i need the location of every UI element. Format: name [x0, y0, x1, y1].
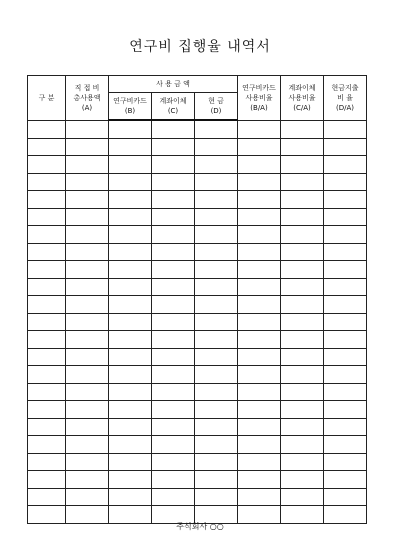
table-cell[interactable]	[238, 471, 281, 489]
table-row	[28, 278, 367, 296]
table-cell[interactable]	[238, 436, 281, 454]
table-cell[interactable]	[324, 173, 367, 191]
table-row	[28, 348, 367, 366]
table-cell[interactable]	[238, 401, 281, 419]
table-cell[interactable]	[281, 296, 324, 314]
table-row	[28, 173, 367, 191]
table-cell[interactable]	[238, 488, 281, 506]
table-cell[interactable]	[152, 156, 195, 174]
table-row	[28, 138, 367, 156]
table-cell[interactable]	[66, 261, 109, 279]
table-cell[interactable]	[195, 173, 238, 191]
table-cell[interactable]	[152, 261, 195, 279]
table-cell[interactable]	[281, 261, 324, 279]
table-cell[interactable]	[324, 313, 367, 331]
table-cell[interactable]	[324, 191, 367, 209]
table-cell[interactable]	[109, 278, 152, 296]
table-cell[interactable]	[66, 418, 109, 436]
table-cell[interactable]	[195, 120, 238, 138]
table-cell[interactable]	[66, 173, 109, 191]
document-title: 연구비 집행율 내역서	[129, 39, 271, 55]
table-cell[interactable]	[66, 348, 109, 366]
table-cell[interactable]	[281, 191, 324, 209]
table-cell[interactable]	[238, 156, 281, 174]
table-cell[interactable]	[28, 296, 66, 314]
table-cell[interactable]	[324, 366, 367, 384]
table-cell[interactable]	[195, 348, 238, 366]
table-cell[interactable]	[324, 226, 367, 244]
table-cell[interactable]	[109, 436, 152, 454]
table-cell[interactable]	[195, 138, 238, 156]
table-cell[interactable]	[238, 226, 281, 244]
table-cell[interactable]	[152, 138, 195, 156]
table-cell[interactable]	[109, 418, 152, 436]
table-cell[interactable]	[66, 488, 109, 506]
table-cell[interactable]	[152, 296, 195, 314]
header-cash-ratio: 현금지출 비 율 (D/A)	[324, 76, 367, 121]
table-cell[interactable]	[109, 296, 152, 314]
table-row	[28, 331, 367, 349]
table-row	[28, 313, 367, 331]
table-cell[interactable]	[28, 191, 66, 209]
table-cell[interactable]	[238, 120, 281, 138]
table-cell[interactable]	[28, 418, 66, 436]
table-cell[interactable]	[195, 488, 238, 506]
table-cell[interactable]	[238, 331, 281, 349]
table-row	[28, 243, 367, 261]
table-cell[interactable]	[195, 261, 238, 279]
table-cell[interactable]	[152, 436, 195, 454]
table-cell[interactable]	[66, 401, 109, 419]
table-cell[interactable]	[152, 331, 195, 349]
table-cell[interactable]	[281, 488, 324, 506]
table-cell[interactable]	[324, 278, 367, 296]
table-cell[interactable]	[152, 120, 195, 138]
table-row	[28, 226, 367, 244]
table-cell[interactable]	[238, 191, 281, 209]
table-cell[interactable]	[324, 488, 367, 506]
table-cell[interactable]	[324, 348, 367, 366]
table-row	[28, 471, 367, 489]
table-cell[interactable]	[195, 401, 238, 419]
table-cell[interactable]	[66, 296, 109, 314]
table-cell[interactable]	[152, 191, 195, 209]
table-cell[interactable]	[324, 208, 367, 226]
table-cell[interactable]	[238, 366, 281, 384]
company-footer: 주식회사 ○○	[176, 522, 224, 531]
table-cell[interactable]	[28, 471, 66, 489]
table-cell[interactable]	[281, 383, 324, 401]
table-cell[interactable]	[195, 383, 238, 401]
table-cell[interactable]	[324, 261, 367, 279]
table-cell[interactable]	[324, 401, 367, 419]
table-cell[interactable]	[28, 313, 66, 331]
table-row	[28, 296, 367, 314]
table-cell[interactable]	[195, 278, 238, 296]
table-cell[interactable]	[281, 471, 324, 489]
table-cell[interactable]	[109, 366, 152, 384]
table-row	[28, 120, 367, 138]
table-row	[28, 366, 367, 384]
table-cell[interactable]	[324, 243, 367, 261]
table-cell[interactable]	[152, 243, 195, 261]
table-cell[interactable]	[109, 191, 152, 209]
table-cell[interactable]	[324, 156, 367, 174]
table-cell[interactable]	[152, 313, 195, 331]
table-cell[interactable]	[109, 348, 152, 366]
table-cell[interactable]	[238, 278, 281, 296]
table-row	[28, 401, 367, 419]
table-cell[interactable]	[28, 243, 66, 261]
header-direct-cost-total: 직 접 비 총사용액 (A)	[66, 76, 109, 121]
table-cell[interactable]	[66, 366, 109, 384]
table-cell[interactable]	[324, 331, 367, 349]
table-cell[interactable]	[324, 436, 367, 454]
table-cell[interactable]	[152, 348, 195, 366]
table-cell[interactable]	[152, 278, 195, 296]
table-cell[interactable]	[195, 208, 238, 226]
table-cell[interactable]	[152, 208, 195, 226]
table-cell[interactable]	[109, 383, 152, 401]
header-card-ratio: 연구비카드 사용비율 (B/A)	[238, 76, 281, 121]
table-cell[interactable]	[324, 120, 367, 138]
table-cell[interactable]	[66, 313, 109, 331]
table-cell[interactable]	[28, 278, 66, 296]
table-row	[28, 191, 367, 209]
table-cell[interactable]	[238, 243, 281, 261]
table-cell[interactable]	[195, 243, 238, 261]
table-cell[interactable]	[195, 418, 238, 436]
table-cell[interactable]	[152, 401, 195, 419]
table-cell[interactable]	[195, 436, 238, 454]
table-cell[interactable]	[109, 261, 152, 279]
table-cell[interactable]	[109, 173, 152, 191]
table-cell[interactable]	[195, 226, 238, 244]
table-cell[interactable]	[324, 138, 367, 156]
table-cell[interactable]	[324, 296, 367, 314]
table-cell[interactable]	[109, 243, 152, 261]
header-category: 구 분	[28, 76, 66, 121]
header-account-transfer: 계좌이체 (C)	[152, 93, 195, 121]
expense-ratio-table	[27, 75, 367, 524]
table-cell[interactable]	[152, 488, 195, 506]
table-cell[interactable]	[238, 296, 281, 314]
table-cell[interactable]	[66, 208, 109, 226]
table-cell[interactable]	[324, 383, 367, 401]
table-cell[interactable]	[66, 191, 109, 209]
table-cell[interactable]	[238, 208, 281, 226]
table-cell[interactable]	[281, 331, 324, 349]
table-cell[interactable]	[28, 453, 66, 471]
table-cell[interactable]	[281, 418, 324, 436]
table-cell[interactable]	[238, 261, 281, 279]
table-row	[28, 418, 367, 436]
table-cell[interactable]	[281, 278, 324, 296]
header-usage-amount: 사 용 금 액	[109, 76, 238, 93]
table-cell[interactable]	[195, 331, 238, 349]
table-cell[interactable]	[152, 366, 195, 384]
table-cell[interactable]	[324, 453, 367, 471]
table-cell[interactable]	[28, 401, 66, 419]
table-row	[28, 261, 367, 279]
table-cell[interactable]	[66, 226, 109, 244]
table-row	[28, 436, 367, 454]
table-cell[interactable]	[28, 488, 66, 506]
table-cell[interactable]	[281, 348, 324, 366]
table-cell[interactable]	[238, 418, 281, 436]
table-cell[interactable]	[66, 138, 109, 156]
table-cell[interactable]	[109, 208, 152, 226]
table-cell[interactable]	[28, 173, 66, 191]
table-body	[28, 120, 367, 523]
table-cell[interactable]	[281, 313, 324, 331]
table-row	[28, 453, 367, 471]
table-cell[interactable]	[28, 138, 66, 156]
table-cell[interactable]	[238, 348, 281, 366]
table-cell[interactable]	[28, 366, 66, 384]
table-cell[interactable]	[281, 366, 324, 384]
table-row	[28, 208, 367, 226]
table-cell[interactable]	[195, 366, 238, 384]
table-cell[interactable]	[281, 173, 324, 191]
table-cell[interactable]	[66, 243, 109, 261]
table-cell[interactable]	[66, 471, 109, 489]
table-cell[interactable]	[66, 436, 109, 454]
table-cell[interactable]	[28, 436, 66, 454]
table-row	[28, 488, 367, 506]
table-cell[interactable]	[152, 173, 195, 191]
table-cell[interactable]	[66, 278, 109, 296]
header-research-card: 연구비카드 (B)	[109, 93, 152, 121]
table-cell[interactable]	[109, 313, 152, 331]
table-cell[interactable]	[281, 401, 324, 419]
table-cell[interactable]	[28, 383, 66, 401]
table-cell[interactable]	[109, 226, 152, 244]
table-cell[interactable]	[66, 383, 109, 401]
table-cell[interactable]	[66, 331, 109, 349]
table-cell[interactable]	[195, 191, 238, 209]
table-cell[interactable]	[28, 120, 66, 138]
table-cell[interactable]	[195, 313, 238, 331]
table-cell[interactable]	[324, 471, 367, 489]
table-cell[interactable]	[109, 138, 152, 156]
table-cell[interactable]	[152, 471, 195, 489]
table-cell[interactable]	[28, 156, 66, 174]
table-cell[interactable]	[281, 120, 324, 138]
table-row	[28, 383, 367, 401]
table-cell[interactable]	[281, 156, 324, 174]
table-cell[interactable]	[152, 453, 195, 471]
table-cell[interactable]	[152, 418, 195, 436]
table-cell[interactable]	[195, 471, 238, 489]
table-cell[interactable]	[109, 488, 152, 506]
table-cell[interactable]	[195, 453, 238, 471]
table-cell[interactable]	[238, 313, 281, 331]
header-transfer-ratio: 계좌이체 사용비율 (C/A)	[281, 76, 324, 121]
table-cell[interactable]	[238, 173, 281, 191]
table-cell[interactable]	[195, 296, 238, 314]
table-cell[interactable]	[109, 156, 152, 174]
table-cell[interactable]	[195, 156, 238, 174]
table-cell[interactable]	[281, 243, 324, 261]
table-cell[interactable]	[281, 208, 324, 226]
table-cell[interactable]	[28, 331, 66, 349]
table-cell[interactable]	[28, 348, 66, 366]
table-cell[interactable]	[28, 226, 66, 244]
table-cell[interactable]	[281, 138, 324, 156]
table-cell[interactable]	[109, 120, 152, 138]
table-cell[interactable]	[28, 208, 66, 226]
table-cell[interactable]	[152, 226, 195, 244]
header-cash: 현 금 (D)	[195, 93, 238, 121]
table-cell[interactable]	[238, 453, 281, 471]
table-cell[interactable]	[152, 383, 195, 401]
table-cell[interactable]	[66, 120, 109, 138]
table-cell[interactable]	[66, 156, 109, 174]
table-row	[28, 156, 367, 174]
table-cell[interactable]	[281, 436, 324, 454]
table-cell[interactable]	[238, 138, 281, 156]
table-cell[interactable]	[28, 261, 66, 279]
table-cell[interactable]	[281, 453, 324, 471]
table-cell[interactable]	[109, 453, 152, 471]
table-cell[interactable]	[109, 331, 152, 349]
table-cell[interactable]	[109, 401, 152, 419]
table-cell[interactable]	[281, 226, 324, 244]
table-cell[interactable]	[238, 383, 281, 401]
table-cell[interactable]	[66, 453, 109, 471]
table-cell[interactable]	[324, 418, 367, 436]
table-cell[interactable]	[109, 471, 152, 489]
